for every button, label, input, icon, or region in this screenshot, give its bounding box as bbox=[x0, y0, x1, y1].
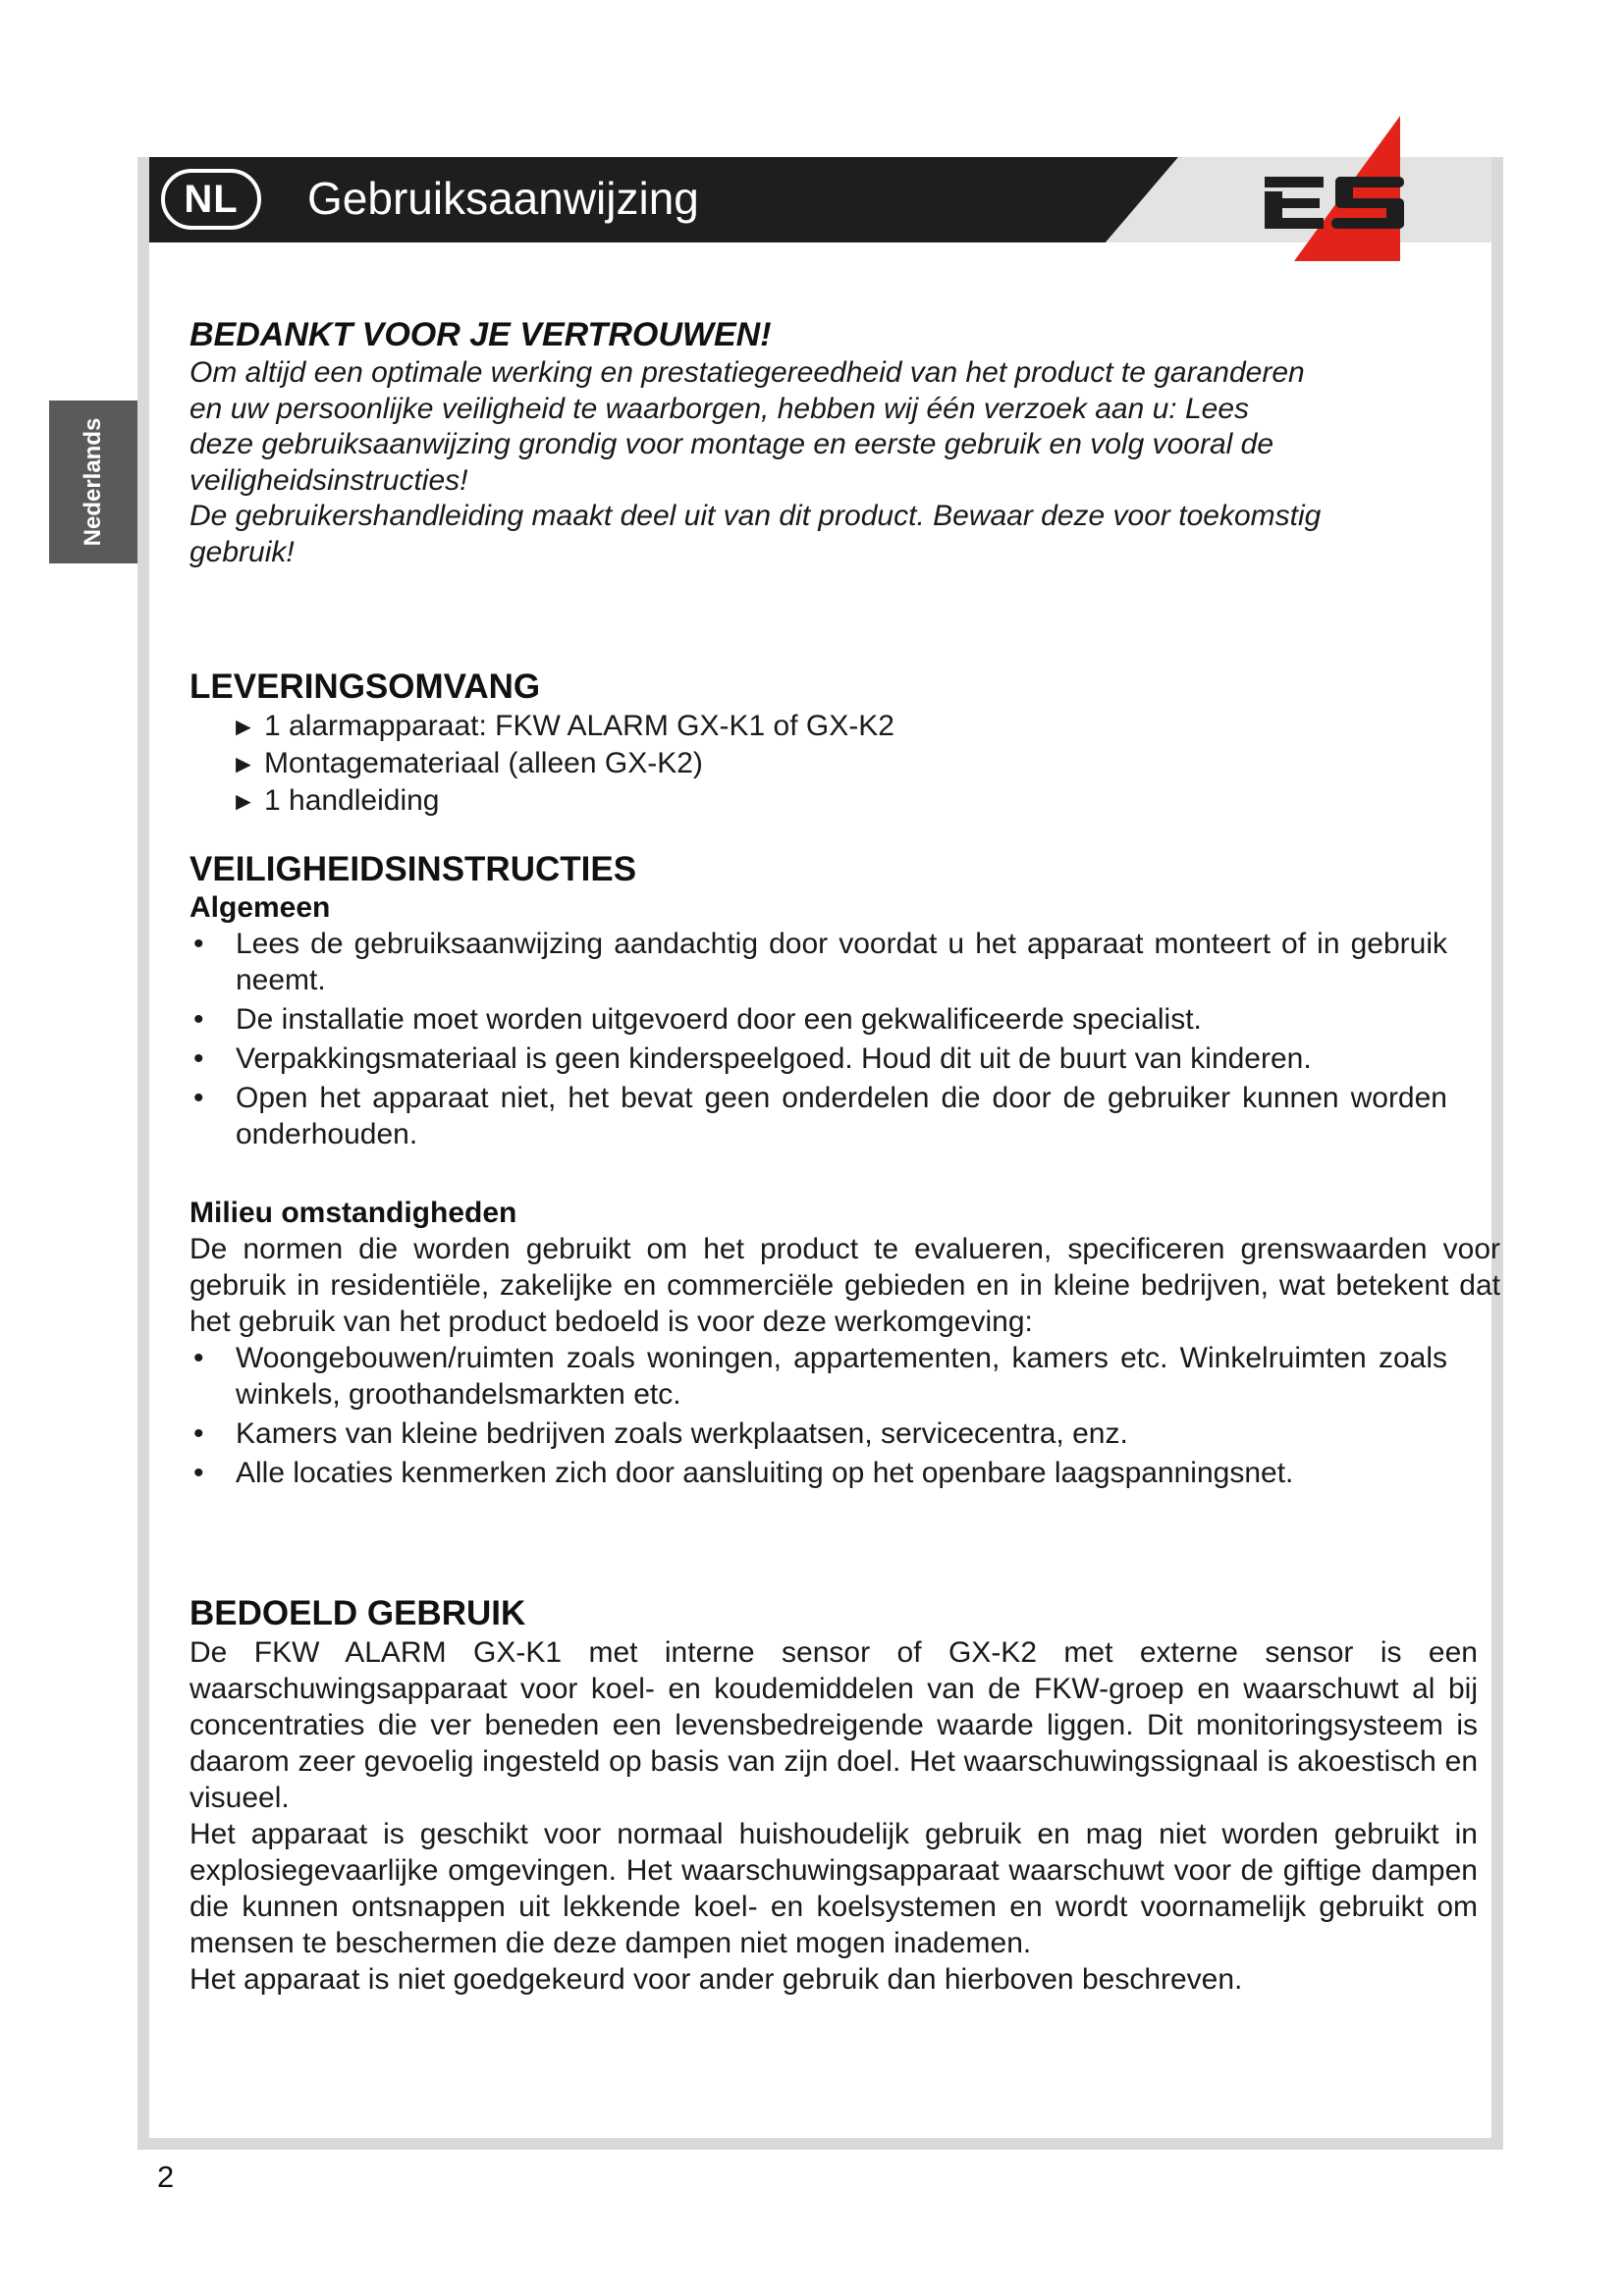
arrow-right-icon: ► bbox=[231, 712, 256, 741]
bullet-icon: • bbox=[193, 1082, 204, 1114]
list-item: • Verpakkingsmateriaal is geen kinderspeelgoed. Houd dit uit de buurt van kinderen. bbox=[193, 1042, 1312, 1075]
list-item: • Kamers van kleine bedrijven zoals werkplaatsen, servicecentra, enz. bbox=[193, 1417, 1128, 1450]
list-item: ► Montagemateriaal (alleen GX-K2) bbox=[231, 745, 1488, 782]
list-item: • Alle locaties kenmerken zich door aansluiting op het openbare laagspanningsnet. bbox=[193, 1457, 1294, 1489]
list-item: • De installatie moet worden uitgevoerd door een gekwalificeerde specialist. bbox=[193, 1003, 1202, 1036]
bullet-icon: • bbox=[193, 1042, 204, 1075]
intro-line: Om altijd een optimale werking en prestatiegereedheid van het product te garanderen bbox=[189, 356, 1305, 389]
language-side-tab bbox=[49, 400, 137, 563]
list-item: ► 1 handleiding bbox=[231, 782, 1488, 820]
algemeen-list bbox=[189, 926, 1488, 1152]
bedoeld-gebruik-paragraph: Het apparaat is geschikt voor normaal huishoudelijk gebruik en mag niet worden gebruikt in explosiegevaarlijke omgevingen. Het waarschuwingsapparaat waarschuwt voor de giftige dampen die kunnen ontsnappen uit lekkende koel- en koelsystemen en wordt voornamelijk gebruikt om mensen te beschermen die deze dampen niet mogen inademen. bbox=[189, 1818, 1478, 1959]
bullet-icon: • bbox=[193, 1342, 204, 1374]
intro-line: gebruik! bbox=[189, 535, 295, 568]
intro-line: veiligheidsinstructies! bbox=[189, 463, 468, 497]
arrow-right-icon: ► bbox=[231, 749, 256, 778]
bullet-icon: • bbox=[193, 928, 204, 960]
arrow-right-icon: ► bbox=[231, 786, 256, 816]
algemeen-heading: Algemeen bbox=[189, 891, 331, 924]
list-item: • Lees de gebruiksaanwijzing aandachtig door voordat u het apparaat monteert of in gebruik neemt. bbox=[193, 928, 1447, 996]
bullet-icon: • bbox=[193, 1003, 204, 1036]
content bbox=[189, 314, 1500, 1998]
bedoeld-gebruik-heading: BEDOELD GEBRUIK bbox=[189, 1594, 526, 1632]
list-item: • Open het apparaat niet, het bevat geen onderdelen die door de gebruiker kunnen worden onderhouden. bbox=[193, 1082, 1447, 1150]
bullet-icon: • bbox=[193, 1417, 204, 1450]
intro-paragraph bbox=[189, 355, 1488, 570]
bullet-icon: • bbox=[193, 1457, 204, 1489]
intro-heading: BEDANKT VOOR JE VERTROUWEN! bbox=[189, 316, 772, 353]
list-item: ► 1 alarmapparaat: FKW ALARM GX-K1 of GX-K2 bbox=[231, 708, 1488, 745]
leveringsomvang-heading: LEVERINGSOMVANG bbox=[189, 667, 541, 706]
veiligheid-heading: VEILIGHEIDSINSTRUCTIES bbox=[189, 850, 637, 888]
intro-line: deze gebruiksaanwijzing grondig voor montage en eerste gebruik en volg vooral de bbox=[189, 428, 1274, 460]
bedoeld-gebruik-paragraph: De FKW ALARM GX-K1 met interne sensor of GX-K2 met externe sensor is een waarschuwingsapparaat voor koel- en koudemiddelen van de FKW-groep en waarschuwt al bij concentraties die ver beneden een levensbedreigende waarde liggen. Dit monitoringsysteem is daarom zeer gevoelig ingesteld op basis van zijn doel. Het waarschuwingssignaal is akoestisch en visueel. bbox=[189, 1636, 1478, 1814]
page-number: 2 bbox=[157, 2160, 175, 2194]
page-title: Gebruiksaanwijzing bbox=[307, 173, 699, 224]
language-badge: NL bbox=[161, 169, 261, 230]
side-tab-label: Nederlands bbox=[80, 417, 106, 547]
bedoeld-gebruik-paragraph: Het apparaat is niet goedgekeurd voor ander gebruik dan hierboven beschreven. bbox=[189, 1963, 1243, 1996]
milieu-list bbox=[189, 1340, 1488, 1491]
milieu-paragraph: De normen die worden gebruikt om het product te evalueren, specificeren grenswaarden voor gebruik in residentiële, zakelijke en commerciële gebieden en in kleine bedrijven, wat betekent dat het gebruik van het product bedoeld is voor deze werkomgeving: bbox=[189, 1233, 1500, 1338]
intro-line: De gebruikershandleiding maakt deel uit van dit product. Bewaar deze voor toekomstig bbox=[189, 500, 1322, 532]
intro-line: en uw persoonlijke veiligheid te waarborgen, hebben wij één verzoek aan u: Lees bbox=[189, 392, 1250, 425]
milieu-heading: Milieu omstandigheden bbox=[189, 1197, 517, 1229]
bedoeld-gebruik-body bbox=[189, 1634, 1478, 1998]
list-item: • Woongebouwen/ruimten zoals woningen, appartementen, kamers etc. Winkelruimten zoals winkels, groothandelsmarkten etc. bbox=[193, 1342, 1447, 1411]
leveringsomvang-list bbox=[189, 708, 1488, 820]
